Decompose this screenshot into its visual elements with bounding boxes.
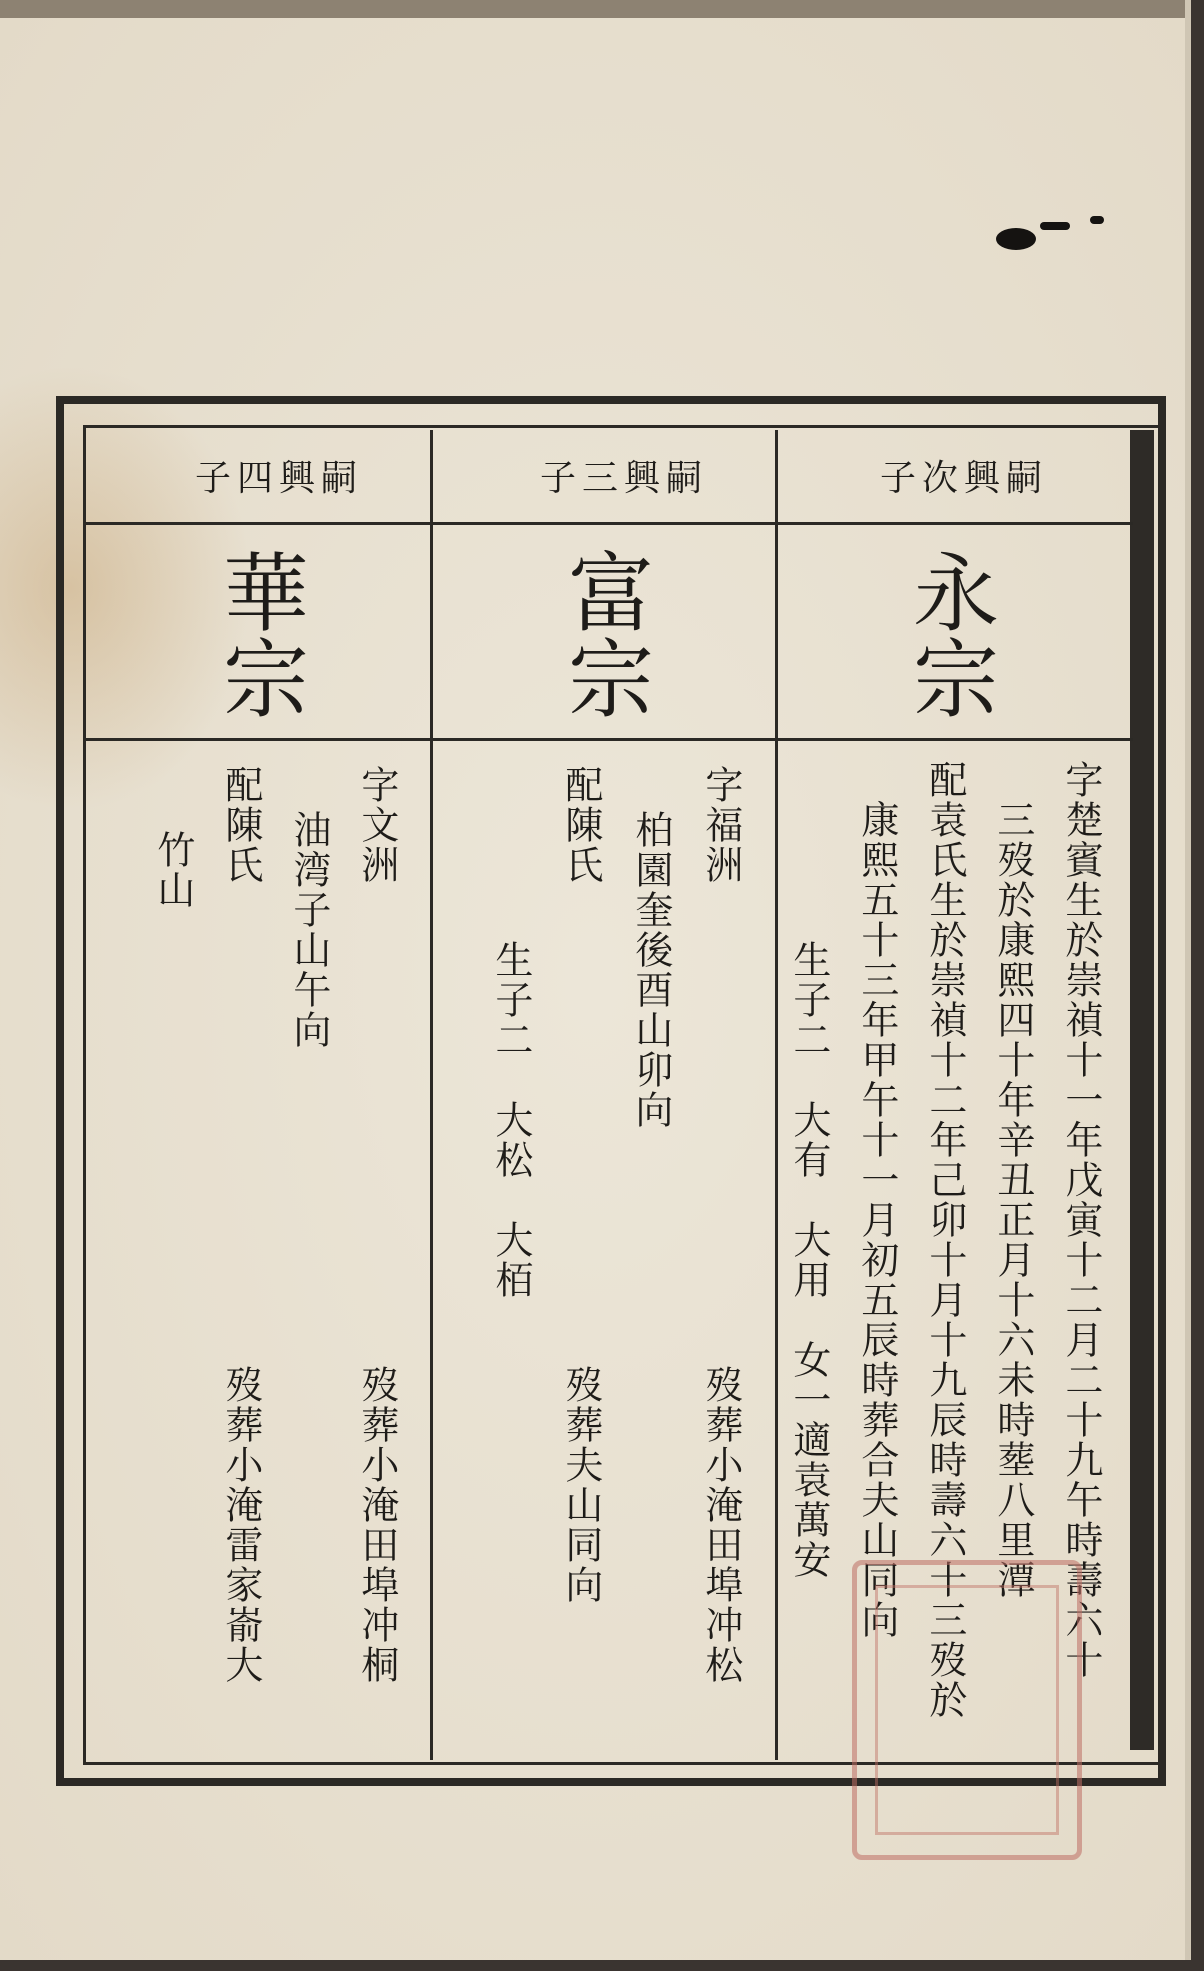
column-line: 生子二 大有 大用 女一適袁萬安 — [786, 940, 831, 1580]
column-line: 字福洲 歿葬小淹田埠冲松 — [698, 765, 743, 1685]
ink-blot — [1090, 216, 1104, 224]
column-divider — [775, 430, 778, 1760]
column-line: 油湾子山午向 — [286, 810, 331, 1050]
column-line: 配袁氏生於崇禎十二年己卯十月十九辰時壽六十三歿於 — [922, 760, 967, 1720]
column-divider — [430, 430, 433, 1760]
column-header: 嗣興三子 — [540, 458, 709, 499]
column-line: 配陳氏 歿葬夫山同向 — [558, 765, 603, 1605]
column-header: 嗣興次子 — [880, 458, 1049, 499]
column-line: 柏園奎後酉山卯向 — [628, 810, 673, 1130]
column-line: 字文洲 歿葬小淹田埠冲桐 — [354, 765, 399, 1685]
ink-blot — [996, 228, 1036, 250]
seal-inner-border — [875, 1585, 1059, 1835]
column-line: 康熙五十三年甲午十一月初五辰時葬合夫山同向 — [854, 800, 899, 1640]
header-rule — [83, 522, 1133, 525]
column-name: 永宗 — [898, 548, 998, 720]
margin-pillar — [1130, 430, 1154, 1750]
column-name: 富宗 — [553, 548, 653, 720]
column-line: 三歿於康熙四十年辛丑正月十六未時塟八里潭 — [990, 800, 1035, 1600]
name-rule — [83, 738, 1133, 741]
column-line: 竹山 — [150, 830, 195, 910]
page-top-edge — [0, 0, 1185, 18]
column-header: 嗣興四子 — [195, 458, 364, 499]
column-line: 生子二 大松 大栢 — [488, 940, 533, 1300]
collector-seal — [852, 1560, 1082, 1860]
ink-blot — [1040, 222, 1070, 230]
column-line: 字楚賓生於崇禎十一年戊寅十二月二十九午時壽六十 — [1058, 760, 1103, 1680]
column-name: 華宗 — [208, 548, 308, 720]
column-line: 配陳氏 歿葬小淹雷家嵛大 — [218, 765, 263, 1685]
